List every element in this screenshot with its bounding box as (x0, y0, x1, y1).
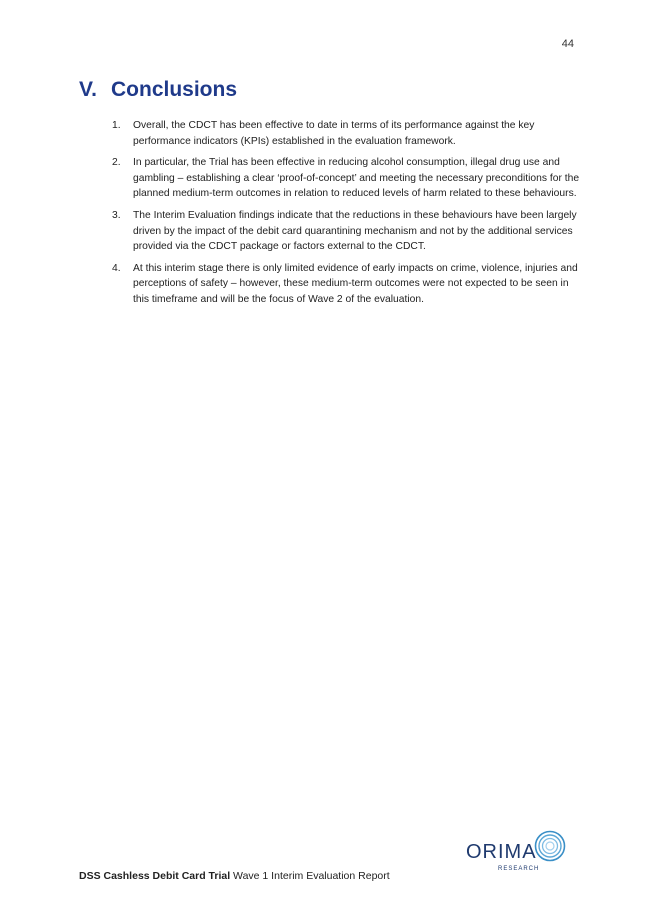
list-item-text: Overall, the CDCT has been effective to date in terms of its performance against the key performance indicators (KPIs) established in the evaluation framework. (133, 120, 535, 147)
section-heading: Conclusions (111, 78, 238, 101)
list-item (112, 208, 580, 255)
footer (79, 870, 390, 882)
logo-wordmark: ORIMA (466, 841, 537, 863)
footer-report-subtitle: Wave 1 Interim Evaluation Report (230, 870, 390, 882)
section-title (79, 78, 237, 102)
logo-subtitle: RESEARCH (498, 866, 540, 872)
list-item (112, 261, 580, 308)
list-item-number: 2. (112, 157, 121, 169)
list-item (112, 155, 580, 202)
list-item-number: 3. (112, 209, 121, 221)
list-item-number: 4. (112, 262, 121, 274)
page-number: 44 (561, 38, 574, 50)
orima-circles-icon (534, 830, 566, 862)
orima-research-logo (464, 828, 574, 878)
section-numeral: V. (79, 78, 97, 101)
list-item-text: The Interim Evaluation findings indicate that the reductions in these behaviours have been largely driven by the impact of the debit card quarantining mechanism and not by the additional services provided via the CDCT package or factors external to the CDCT. (133, 209, 577, 253)
conclusions-list (112, 118, 580, 314)
list-item-text: At this interim stage there is only limited evidence of early impacts on crime, violence, injuries and perceptions of safety – however, these medium-term outcomes were not expected to be seen in this timeframe and will be the focus of Wave 2 of the evaluation. (133, 262, 578, 305)
list-item (112, 118, 580, 149)
list-item-number: 1. (112, 120, 121, 131)
list-item-text: In particular, the Trial has been effective in reducing alcohol consumption, illegal drug use and gambling – establishing a clear ‘proof-of-concept’ and meeting the necessary preconditions for the planned medium-term outcomes in relation to reduced levels of harm related to these behaviours. (133, 157, 580, 200)
footer-report-name: DSS Cashless Debit Card Trial (79, 870, 231, 882)
